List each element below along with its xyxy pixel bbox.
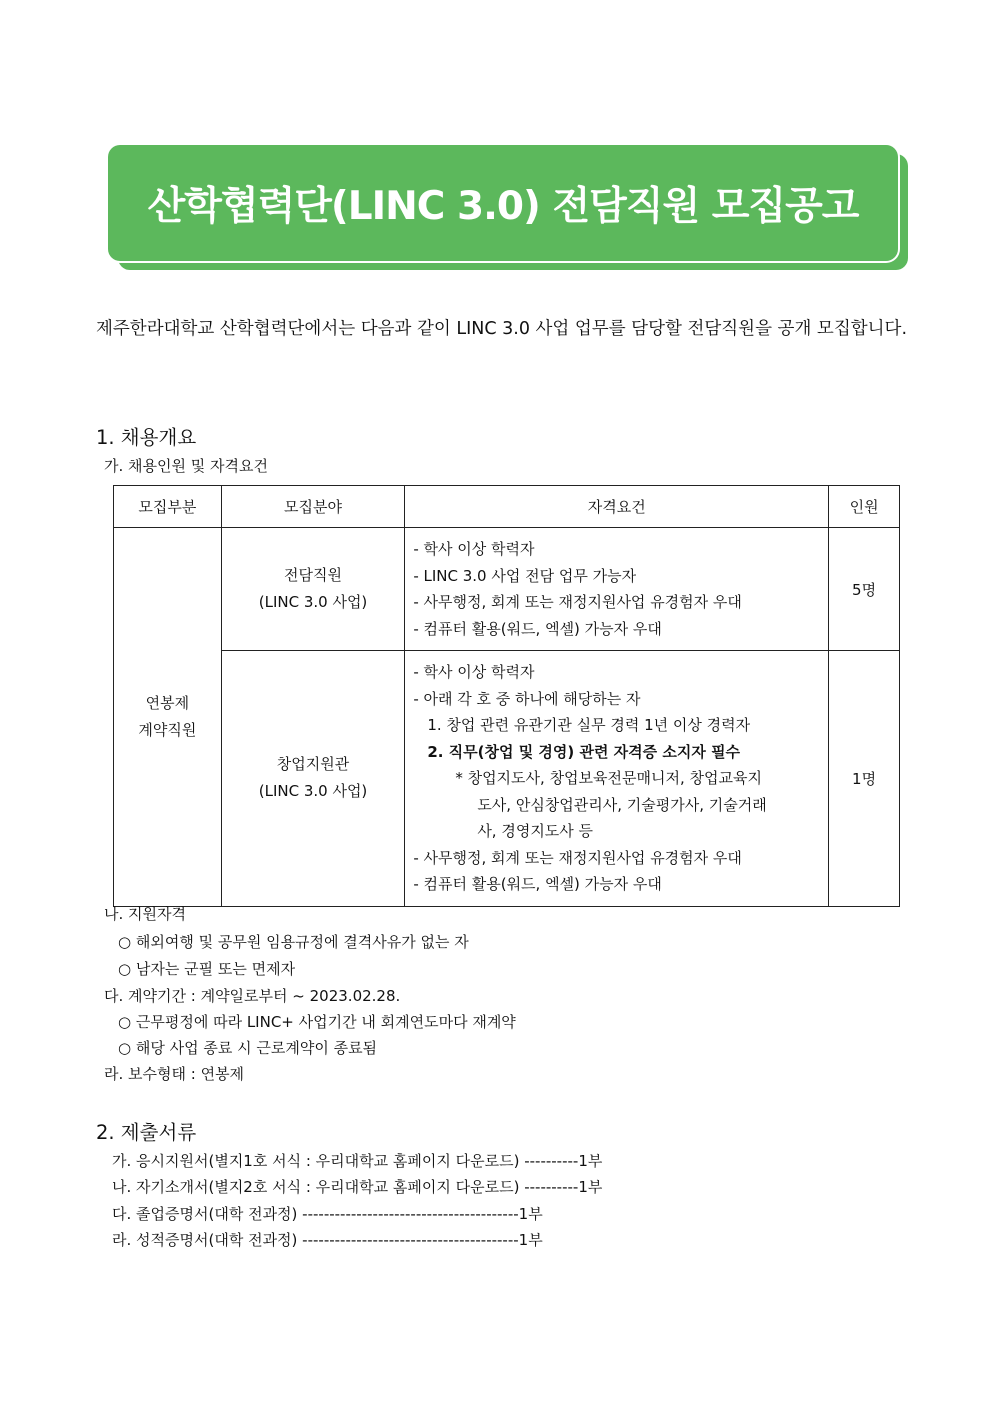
- category-line: 계약직원: [138, 720, 197, 739]
- list-item: ○ 근무평정에 따라 LINC+ 사업기간 내 회계연도마다 재계약: [118, 1013, 516, 1031]
- count-cell: 5명: [829, 528, 900, 651]
- category-line: 연봉제: [145, 693, 190, 712]
- count-cell: 1명: [829, 651, 900, 907]
- table-row: [114, 528, 900, 651]
- intro-paragraph: 제주한라대학교 산학협력단에서는 다음과 같이 LINC 3.0 사업 업무를 담당할 전담직원을 공개 모집합니다.: [96, 319, 908, 339]
- field-line: (LINC 3.0 사업): [258, 782, 368, 801]
- document-item: 가. 응시지원서(별지1호 서식 : 우리대학교 홈페이지 다운로드) ----------1부: [112, 1152, 603, 1170]
- document-item: 다. 졸업증명서(대학 전과정) ----------------------------------------1부: [112, 1205, 543, 1223]
- field-line: 창업지원관: [276, 755, 350, 774]
- list-item: ○ 해외여행 및 공무원 임용규정에 결격사유가 없는 자: [118, 933, 469, 951]
- category-cell: [114, 528, 222, 907]
- list-item: ○ 남자는 군필 또는 면제자: [118, 960, 296, 978]
- qualification-line: - 학사 이상 학력자: [413, 540, 535, 558]
- qualification-line: - 아래 각 호 중 하나에 해당하는 자: [413, 689, 641, 708]
- header-category: 모집부분: [114, 486, 222, 528]
- qualification-line: - LINC 3.0 사업 전담 업무 가능자: [413, 566, 637, 585]
- list-item: ○ 해당 사업 종료 시 근로계약이 종료됨: [118, 1039, 378, 1057]
- qualification-line: - 학사 이상 학력자: [413, 663, 535, 681]
- field-cell: [221, 528, 405, 651]
- section1-sub-b: 나. 지원자격: [104, 905, 186, 923]
- document-item: 나. 자기소개서(별지2호 서식 : 우리대학교 홈페이지 다운로드) ----------1부: [112, 1178, 603, 1196]
- requirements-table: [113, 485, 900, 907]
- qualification-line: - 사무행정, 회계 또는 재정지원사업 유경험자 우대: [413, 593, 742, 611]
- field-line: 전담직원: [284, 566, 342, 584]
- title-banner: [108, 145, 898, 261]
- table-row: [114, 651, 900, 907]
- field-line: (LINC 3.0 사업): [258, 593, 368, 611]
- table-header-row: [114, 486, 900, 528]
- section1-sub-c: 다. 계약기간 : 계약일로부터 ~ 2023.02.28.: [104, 987, 401, 1005]
- qualification-line: 2. 직무(창업 및 경영) 관련 자격증 소지자 필수: [427, 742, 741, 761]
- page-title: 산학협력단(LINC 3.0) 전담직원 모집공고: [147, 184, 859, 229]
- qualification-line: - 컴퓨터 활용(워드, 엑셀) 가능자 우대: [413, 875, 662, 893]
- field-cell: [221, 651, 405, 907]
- qualification-line: 1. 창업 관련 유관기관 실무 경력 1년 이상 경력자: [427, 716, 751, 734]
- qualification-line: - 사무행정, 회계 또는 재정지원사업 유경험자 우대: [413, 848, 742, 867]
- header-field: 모집분야: [221, 486, 405, 528]
- qualification-line: 도사, 안심창업관리사, 기술평가사, 기술거래: [477, 795, 767, 814]
- section1-sub-a: 가. 채용인원 및 자격요건: [104, 457, 268, 475]
- section1-heading: 1. 채용개요: [96, 426, 197, 449]
- header-count: 인원: [829, 486, 900, 528]
- header-qualification: 자격요건: [405, 486, 829, 528]
- qualification-cell: [405, 528, 829, 651]
- qualification-line: * 창업지도사, 창업보육전문매니저, 창업교육지: [455, 769, 762, 787]
- qualification-line: 사, 경영지도사 등: [477, 822, 594, 840]
- section2-heading: 2. 제출서류: [96, 1121, 197, 1144]
- document-item: 라. 성적증명서(대학 전과정) ----------------------------------------1부: [112, 1231, 543, 1249]
- qualification-line: - 컴퓨터 활용(워드, 엑셀) 가능자 우대: [413, 619, 662, 638]
- section1-sub-d: 라. 보수형태 : 연봉제: [104, 1065, 245, 1083]
- qualification-cell: [405, 651, 829, 907]
